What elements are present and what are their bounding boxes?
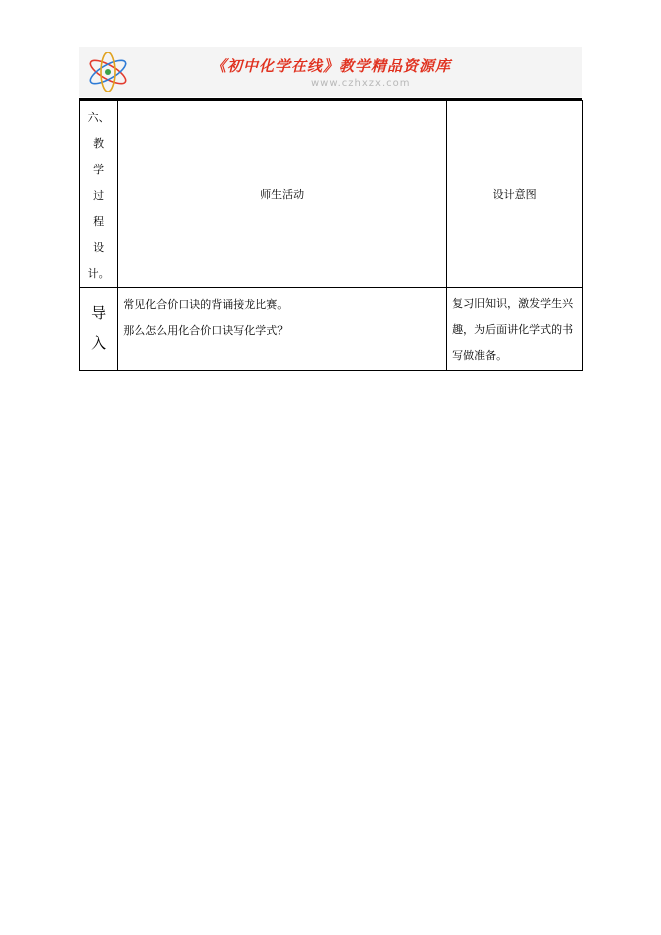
activity-cell (118, 288, 447, 371)
intent-line: 趣，为后面讲化学式的书 (452, 323, 574, 336)
intent-cell (447, 288, 583, 371)
activity-line: 常见化合价口诀的背诵接龙比赛。 (123, 298, 289, 311)
banner-url[interactable]: www.czhxzx.com (311, 78, 411, 89)
header-banner (79, 47, 582, 97)
section-char: 设 (93, 241, 105, 254)
row-label (80, 288, 117, 358)
row-label-char: 导 (91, 304, 107, 322)
section-char: 学 (93, 163, 105, 176)
section-title (80, 101, 117, 287)
section-char: 教 (93, 137, 105, 150)
header-intent: 设计意图 (447, 101, 583, 288)
table-header-row (80, 101, 583, 288)
intent-line: 写做准备。 (452, 349, 508, 362)
section-char: 过 (93, 189, 105, 202)
section-title-cell (80, 101, 118, 288)
section-char: 六、 (87, 111, 110, 124)
section-char: 计。 (87, 267, 110, 280)
section-char: 程 (93, 215, 105, 228)
activity-line: 那么怎么用化合价口诀写化学式？ (123, 324, 289, 337)
row-label-cell (80, 288, 118, 371)
intent-line: 复习旧知识，激发学生兴 (452, 297, 574, 310)
table-row (80, 288, 583, 371)
atom-logo-icon (85, 52, 131, 92)
lesson-plan-table (79, 100, 583, 371)
header-activity: 师生活动 (118, 101, 447, 288)
banner-title: 《初中化学在线》教学精品资源库 (211, 57, 452, 75)
row-label-char: 入 (91, 334, 107, 352)
